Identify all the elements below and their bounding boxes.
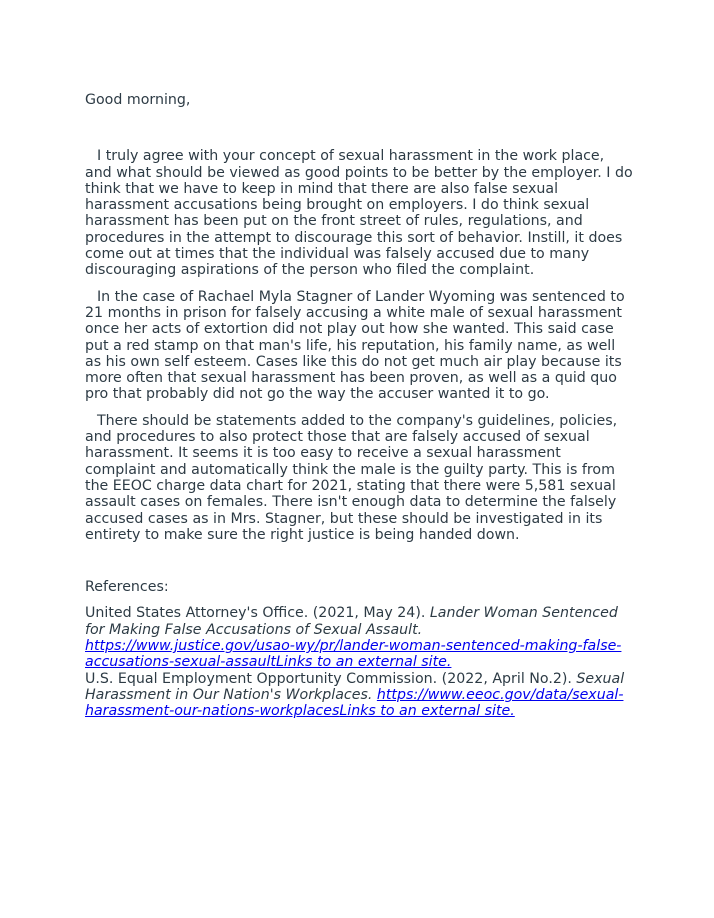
reference-1-external-note: Links to an external site. — [276, 654, 452, 671]
reference-2-external-note: Links to an external site. — [339, 703, 515, 720]
reference-1-url: https://www.justice.gov/usao-wy/pr/lander-woman-sentenced-making-false-accusations-sexual-assault — [85, 638, 622, 671]
references-heading: References: — [85, 579, 169, 596]
document-body — [85, 92, 633, 720]
reference-1-title: Lander Woman Sentenced for Making False Accusations of Sexual Assault. — [85, 605, 618, 638]
paragraph-3: There should be statements added to the company's guidelines, policies, and procedures to also protect those that are falsely accused of sexual harassment. It seems it is too easy to receive a sexual harassment complaint and automatically think the male is the guilty party. This is from the EEOC charge data chart for 2021, stating that there were 5,581 sexual assault cases on females. There isn't enough data to determine the falsely accused cases as in Mrs. Stagner, but these should be investigated in its entirety to make sure the right justice is being handed down. — [85, 412, 618, 543]
paragraph-1: I truly agree with your concept of sexual harassment in the work place, and what should be viewed as good points to be better by the employer. I do think that we have to keep in mind that there are also false sexual harassment accusations being brought on employers. I do think sexual harassment has been put on the front street of rules, regulations, and procedures in the attempt to discourage this sort of behavior. Instill, it does come out at times that the individual was falsely accused due to many discouraging aspirations of the person who filed the complaint. — [85, 148, 633, 279]
reference-2 — [85, 671, 633, 720]
reference-1 — [85, 605, 633, 670]
reference-2-author-date: U.S. Equal Employment Opportunity Commission. (2022, April No.2). — [85, 670, 577, 687]
reference-2-title: Sexual Harassment in Our Nation's Workplaces. — [85, 670, 625, 703]
greeting: Good morning, — [85, 92, 191, 108]
reference-1-author-date: United States Attorney's Office. (2021, May 24). — [85, 605, 430, 622]
reference-2-url: https://www.eeoc.gov/data/sexual-harassment-our-nations-workplaces — [85, 686, 624, 720]
paragraph-2: In the case of Rachael Myla Stagner of Lander Wyoming was sentenced to 21 months in prison for falsely accusing a white male of sexual harassment once her acts of extortion did not play out how she wanted. This said case put a red stamp on that man's life, his reputation, his family name, as well as his own self esteem. Cases like this do not get much air play because its more often that sexual harassment has been proven, as well as a quid quo pro that probably did not go the way the accuser wanted it to go. — [85, 288, 625, 403]
reference-1-link[interactable] — [85, 638, 621, 670]
